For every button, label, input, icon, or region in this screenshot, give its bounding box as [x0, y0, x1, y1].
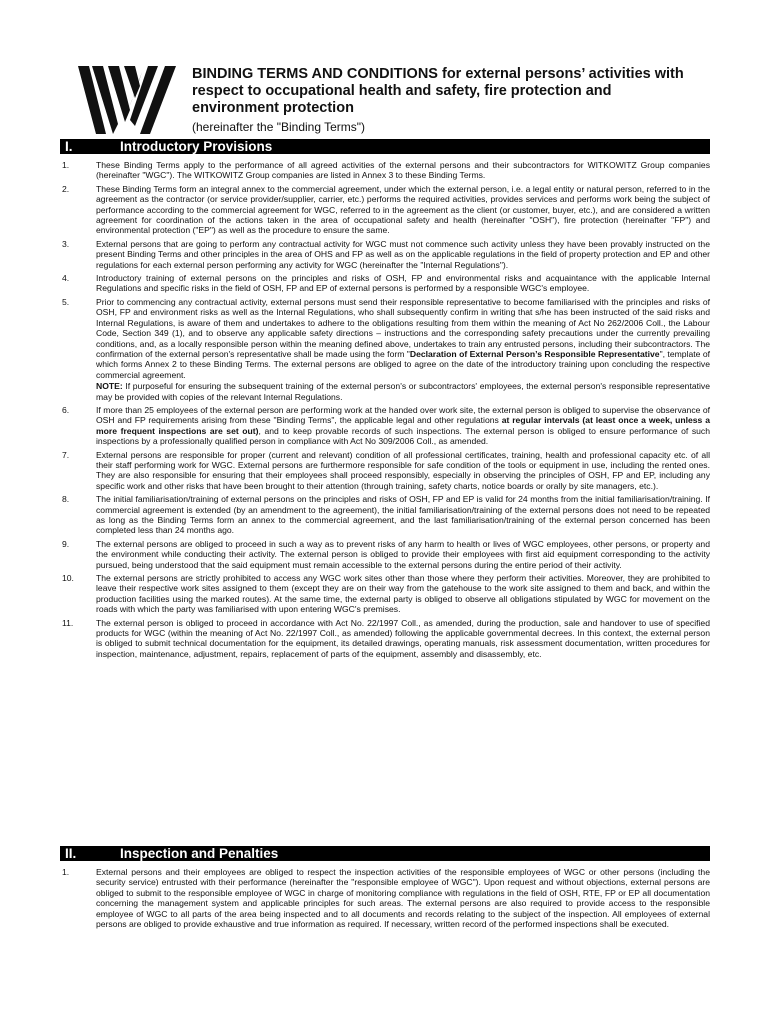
item-bold-text: at regular intervals (at least once a week, unless a more frequent inspections are set out) [96, 415, 710, 436]
item-number: 5. [62, 296, 70, 307]
list-item [60, 450, 710, 492]
witkowitz-logo [78, 66, 176, 134]
list-item [60, 867, 710, 929]
document-subtitle: (hereinafter the "Binding Terms") [192, 120, 366, 134]
item-number: 3. [62, 238, 70, 249]
item-bold-text: Declaration of External Person’s Responsible Representative [409, 348, 660, 359]
item-text: The external persons are obliged to proceed in such a way as to prevent risks of any harm to health or lives of WGC employees, other persons, or property and the environment while conducting their activity. The external person is obliged to provide their employees with first aid equipment corresponding to the activity pursued, being understood that the said equipment must remain accessible to the external persons during the entire period of their activity. [96, 538, 710, 570]
section-number: I. [65, 139, 73, 154]
list-item [60, 573, 710, 615]
note-text: If purposeful for ensuring the subsequent training of the external person's or subcontractors' employees, the external person's responsible representative may be provided with copies of the relevant Internal Regulations. [96, 381, 710, 402]
item-text: These Binding Terms apply to the performance of all agreed activities of the external persons and their subcontractors for WITKOWITZ Group companies (hereinafter "WGC"). The WITKOWITZ Group companies are listed in Annex 3 to these Binding Terms. [96, 160, 710, 181]
section-title: Introductory Provisions [120, 139, 273, 154]
item-text: External persons that are going to perform any contractual activity for WGC must not commence such activity unless they have been provably instructed on the present Binding Terms and other principles in the area of OHS and FP as well as on the applicable regulations in the field of property protection and EP and other regulations for each external person performing any activity for WGC (hereinafter the "Internal Regulations"). [96, 238, 710, 270]
list-item [60, 618, 710, 660]
item-number: 1. [62, 160, 70, 170]
item-text: The external person is obliged to proceed in accordance with Act No. 22/1997 Coll., as amended, during the production, sale and handover to use of specified products for WGC (within the meaning of Act No. 22/1997 Coll., as amended) following the applicable governmental decrees. In this context, the external person is obliged to submit technical documentation for the equipment, its detailed drawings, operating manuals, risk assessment documentation, written procedures for inspection, maintenance, adjustment, repairs, replacement of parts of the equipment, assembly and disassembly, etc. [96, 617, 710, 659]
item-number: 11. [62, 617, 74, 628]
item-text: External persons are responsible for proper (current and relevant) condition of all professional certificates, training, health and professional capacity etc. of all their staff performing work for WGC. External persons are furthermore responsible for safe condition of the tools or equipment in use, including the rented ones. They are also responsible for ensuring that their employees shall proceed responsibly, especially in observing the principles of OSH, FP and EP, including any specific work and other risks that have been brought to their attention (through training, safety charts, notice boards or orally by site managers, etc.). [96, 449, 710, 491]
item-text: These Binding Terms form an integral annex to the commercial agreement, under which the external person, i.e. a legal entity or natural person, referred to in the agreement as the contractor (or service provider/supplier, carrier, etc.) performs the required activities, provides services and performs work being the subject of performance according to the commercial agreement for WGC, referred to in the agreement as the client (or customer, buyer, etc.), and are considered a written agreement for coordination of the actions taken in the area of occupational safety and health (hereinafter "OSH"), fire protection (hereinafter "FP") and environmental protection ("EP") as well as the procedure to ensure the same. [96, 183, 710, 236]
item-text: The external persons are strictly prohibited to access any WGC work sites other than those where they perform their activities. Moreover, they are prohibited to leave their respective work sites assigned to them (except they are on their way from the gatehouse to the work site assigned to them and back, and within the production facilities using the marked routes). At the same time, the external party is obliged to observe all obligations stipulated by WGC for movement on the roads with which the party was familiarised with upon entering WGC's premises. [96, 573, 710, 615]
item-text: Introductory training of external persons on the principles and risks of OSH, FP and environmental risks and acquaintance with the applicable Internal Regulations and specific risks in the field of OSH, FP and EP of external persons is performed by a responsible WGC's employee. [96, 273, 710, 294]
item-text [96, 405, 710, 446]
section-title: Inspection and Penalties [120, 846, 279, 861]
item-text-part: ", template of which forms Annex 2 to these Binding Terms. The external persons are obliged to agree on the date of the introductory training upon concluding the respective commercial agreement. [96, 348, 710, 380]
item-text-part: If more than 25 employees of the external person are performing work at the handed over work site, the external person is obliged to supervise the observance of OSH and FP requirements arising from these "Binding Terms", the applicable legal and other regulations [96, 404, 710, 426]
note [96, 381, 710, 402]
item-number: 6. [62, 404, 70, 415]
item-number: 8. [62, 494, 70, 505]
section-number: II. [65, 846, 77, 861]
item-number: 7. [62, 449, 70, 460]
section-2-list [60, 867, 710, 932]
list-item [60, 539, 710, 570]
list-item [60, 297, 710, 402]
item-number: 4. [62, 273, 70, 284]
section-header-introductory-provisions [60, 139, 710, 154]
list-item [60, 405, 710, 447]
list-item [60, 273, 710, 294]
item-text: The initial familiarisation/training of external persons on the principles and risks of OSH, FP and EP is valid for 24 months from the initial familiarisation/training. If commercial agreement is extended (by an amendment to the agreement), the initial familiarisation/training of the external persons does not need to be repeated as long as the Binding Terms form an annex to the commercial agreement, and the last familiarisation/training of the external person concerned has been completed less than 24 months ago. [96, 494, 710, 536]
note-label: NOTE: [96, 381, 123, 392]
section-header-inspection-and-penalties [60, 846, 710, 861]
item-text [96, 297, 710, 380]
list-item [60, 184, 710, 236]
list-item [60, 239, 710, 270]
list-item [60, 160, 710, 181]
item-text-part: , and to keep provable records of such inspections. The external person is obliged to ensure performance of such inspections by a professionally qualified person in compliance with Act No 309/2006 Coll., as amended. [96, 425, 710, 447]
item-text: External persons and their employees are obliged to respect the inspection activities of the responsible employees of WGC or other persons (including the security service) entrusted with their performance (hereinafter the "responsible employee of WGC"). Upon request and without objections, external persons are obliged to submit to the responsible employee of WGC in charge of monitoring compliance with regulations in the field of OSH, RTE, FP or EP all documentation concerning the management system and applicable principles for such areas. The external persons are also required to provide access to the responsible employee of WGC to all parts of the area being inspected and to all documents and records relating to the subject of the inspection. All employees of external persons are obliged to provide exhaustive and true information as required. If necessary, written record of the performed inspections shall be executed. [96, 867, 710, 930]
list-item [60, 494, 710, 536]
item-text-part: Prior to commencing any contractual activity, external persons must send their responsible representative to become familiarised with the principles and risks of OSH, FP and environment risks as well as the Internal Regulations, who shall subsequently confirm in writing that s/he has been instructed of the said risks and Internal Regulations, is aware of them and undertakes to adhere to the obligations resulting from them within the meaning of Act No 262/2006 Coll., the Labour Code, Section 349 (1), and to observe any applicable safety directions – instructions and the corresponding safety precautions under the currently prevailing conditions, and, as a locally responsible person within the meaning defined above, undertakes to train any entrusted persons, including their subcontractors. The confirmation of the external person's representative shall be made using the form " [96, 296, 710, 359]
document-title: BINDING TERMS AND CONDITIONS for external persons’ activities with respect to occupational health and safety, fire protection and environment protection [192, 66, 684, 116]
item-number: 9. [62, 538, 70, 549]
item-number: 2. [62, 183, 70, 194]
item-number: 1. [62, 867, 70, 877]
section-1-list [60, 160, 710, 662]
item-number: 10. [62, 573, 74, 584]
